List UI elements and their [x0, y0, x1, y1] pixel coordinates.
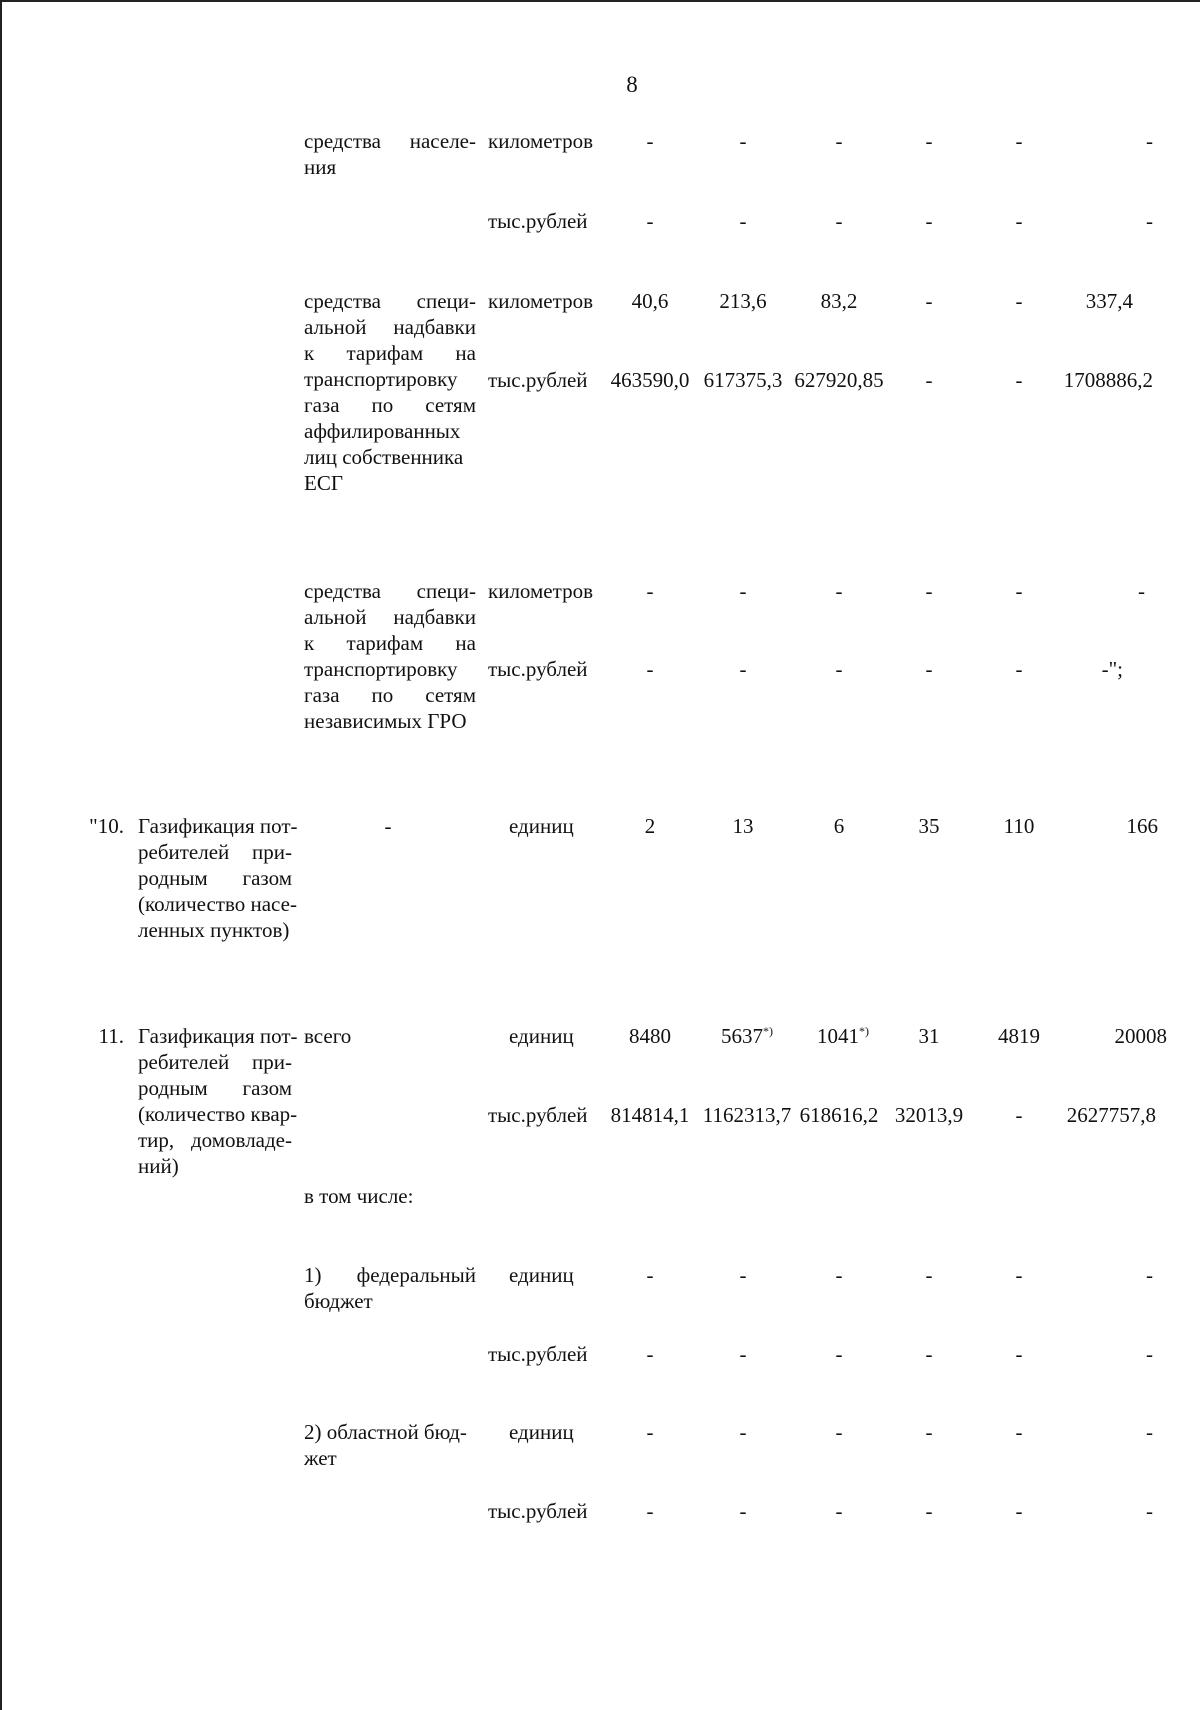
value-cell: 1708886,2	[1063, 368, 1153, 392]
unit-label: тыс.рублей	[488, 368, 588, 392]
desc-line: аффилированных	[304, 419, 461, 443]
value-cell: -	[739, 209, 747, 233]
unit-label: единиц	[509, 1420, 574, 1444]
name-line: тир, домовладе-	[138, 1128, 292, 1152]
value-cell: -	[925, 1263, 933, 1287]
value-cell: 13	[732, 814, 754, 838]
value-cell: -	[646, 129, 654, 153]
value-text: 5637	[721, 1024, 763, 1048]
footnote-mark: *)	[763, 1024, 773, 1038]
unit-label: тыс.рублей	[488, 1342, 588, 1366]
name-line: (количество насе-	[138, 892, 297, 916]
desc-line: средства населе-	[304, 129, 476, 153]
name-line: родным газом	[138, 866, 292, 890]
unit-label: километров	[488, 579, 593, 603]
value-cell: -	[925, 657, 933, 681]
unit-label: единиц	[509, 1263, 574, 1287]
value-cell: -	[925, 1499, 933, 1523]
desc-line: транспортировку	[304, 657, 458, 681]
value-cell: -	[1015, 1420, 1023, 1444]
unit-label: километров	[488, 289, 593, 313]
value-cell: -	[925, 579, 933, 603]
name-line: ребителей при-	[138, 1050, 292, 1074]
value-cell: -	[1138, 579, 1145, 603]
value-cell: -	[646, 579, 654, 603]
desc-line: транспортировку	[304, 367, 458, 391]
desc-line: средства специ-	[304, 289, 476, 313]
name-line: ний)	[138, 1154, 179, 1178]
value-cell: 463590,0	[610, 368, 690, 392]
value-cell: 32013,9	[894, 1103, 964, 1127]
value-cell: 1162313,7	[702, 1103, 792, 1127]
item-number: "10.	[89, 814, 124, 838]
value-cell: -	[835, 1342, 843, 1366]
value-cell: -	[925, 368, 933, 392]
unit-label: единиц	[509, 1024, 574, 1048]
value-cell: -	[1015, 129, 1023, 153]
value-cell: -	[646, 657, 654, 681]
value-cell: -	[1015, 289, 1023, 313]
value-cell: -	[835, 579, 843, 603]
name-line: Газификация пот-	[138, 814, 298, 838]
unit-label: тыс.рублей	[488, 1103, 588, 1127]
desc-line: ЕСГ	[304, 471, 343, 495]
value-cell: -	[646, 1420, 654, 1444]
desc-line: газа по сетям	[304, 683, 476, 707]
value-cell: -	[835, 657, 843, 681]
unit-label: тыс.рублей	[488, 1499, 588, 1523]
desc-line: средства специ-	[304, 579, 476, 603]
group1-description	[304, 128, 476, 180]
including-label: в том числе:	[304, 1184, 414, 1208]
value-cell: -	[835, 1420, 843, 1444]
sub1-description	[304, 1262, 476, 1314]
value-cell: 110	[1003, 814, 1035, 838]
value-cell: 4819	[998, 1024, 1040, 1048]
value-cell: -	[835, 1263, 843, 1287]
value-cell: 31	[918, 1024, 940, 1048]
value-cell: -	[1015, 1103, 1023, 1127]
value-cell: -	[1015, 1342, 1023, 1366]
value-cell: 40,6	[631, 289, 669, 313]
footnote-mark: *)	[859, 1024, 869, 1038]
value-cell: -	[739, 129, 747, 153]
desc-line: альной надбавки	[304, 315, 476, 339]
value-cell: -	[925, 209, 933, 233]
value-cell: 618616,2	[799, 1103, 879, 1127]
value-cell: 166	[1126, 814, 1158, 838]
value-cell: -	[925, 1342, 933, 1366]
unit-label: тыс.рублей	[488, 209, 588, 233]
unit-label: километров	[488, 129, 593, 153]
value-cell: -	[1146, 209, 1153, 233]
value-cell: -";	[1101, 657, 1123, 681]
value-cell: 2	[644, 814, 656, 838]
value-cell: 814814,1	[610, 1103, 690, 1127]
value-cell: 20008	[1114, 1024, 1167, 1048]
value-cell: -	[1015, 209, 1023, 233]
value-cell: 83,2	[820, 289, 858, 313]
value-cell: -	[925, 289, 933, 313]
scan-edge-left	[0, 0, 2, 1710]
name-line: Газификация пот-	[138, 1024, 298, 1048]
desc-line: к тарифам на	[304, 341, 476, 365]
value-cell: -	[739, 657, 747, 681]
value-cell: -	[646, 209, 654, 233]
unit-label: тыс.рублей	[488, 657, 588, 681]
value-cell: -	[925, 129, 933, 153]
value-cell: 2627757,8	[1066, 1103, 1156, 1127]
name-line: ребителей при-	[138, 840, 292, 864]
desc-line: жет	[304, 1446, 337, 1470]
source-cell: всего	[304, 1024, 352, 1048]
value-cell: -	[1146, 1420, 1153, 1444]
value-cell: 213,6	[719, 289, 767, 313]
value-cell: -	[1015, 1263, 1023, 1287]
desc-line: лиц собственника	[304, 445, 464, 469]
desc-line: ния	[304, 155, 337, 179]
page-number: 8	[626, 72, 638, 97]
value-cell: -	[1015, 657, 1023, 681]
value-cell: -	[1015, 368, 1023, 392]
source-cell: -	[384, 814, 392, 838]
name-line: ленных пунктов)	[138, 918, 290, 942]
value-cell: -	[835, 1499, 843, 1523]
value-cell: 6	[833, 814, 845, 838]
value-cell	[703, 1023, 791, 1049]
value-cell: 8480	[629, 1024, 671, 1048]
name-line: (количество квар-	[138, 1102, 298, 1126]
name-line: родным газом	[138, 1076, 292, 1100]
value-cell: -	[1146, 1342, 1153, 1366]
desc-line: 2) областной бюд-	[304, 1420, 467, 1444]
value-cell	[799, 1023, 887, 1049]
item10-name	[138, 813, 298, 943]
group2-description	[304, 288, 476, 496]
value-cell: -	[1146, 129, 1153, 153]
value-text: 1041	[817, 1024, 859, 1048]
group3-description	[304, 578, 476, 734]
desc-line: газа по сетям	[304, 393, 476, 417]
value-cell: -	[1015, 579, 1023, 603]
unit-label: единиц	[509, 814, 574, 838]
desc-line: альной надбавки	[304, 605, 476, 629]
item11-name	[138, 1023, 298, 1179]
desc-line: к тарифам на	[304, 631, 476, 655]
value-cell: -	[646, 1263, 654, 1287]
value-cell: -	[739, 579, 747, 603]
item-number: 11.	[98, 1024, 124, 1048]
value-cell: -	[835, 129, 843, 153]
value-cell: -	[739, 1263, 747, 1287]
value-cell: 627920,85	[794, 368, 884, 392]
desc-line: независимых ГРО	[304, 709, 467, 733]
value-cell: -	[646, 1499, 654, 1523]
value-cell: -	[739, 1342, 747, 1366]
value-cell: -	[1146, 1499, 1153, 1523]
desc-line: бюджет	[304, 1289, 373, 1313]
value-cell: -	[739, 1499, 747, 1523]
value-cell: -	[739, 1420, 747, 1444]
value-cell: 617375,3	[703, 368, 783, 392]
value-cell: 35	[918, 814, 940, 838]
value-cell: -	[646, 1342, 654, 1366]
desc-line: 1) федеральный	[304, 1263, 476, 1287]
value-cell: -	[1015, 1499, 1023, 1523]
scan-edge-top	[0, 0, 1200, 2]
value-cell: -	[925, 1420, 933, 1444]
value-cell: -	[1146, 1263, 1153, 1287]
value-cell: -	[835, 209, 843, 233]
sub2-description	[304, 1419, 476, 1471]
value-cell: 337,4	[1085, 289, 1133, 313]
